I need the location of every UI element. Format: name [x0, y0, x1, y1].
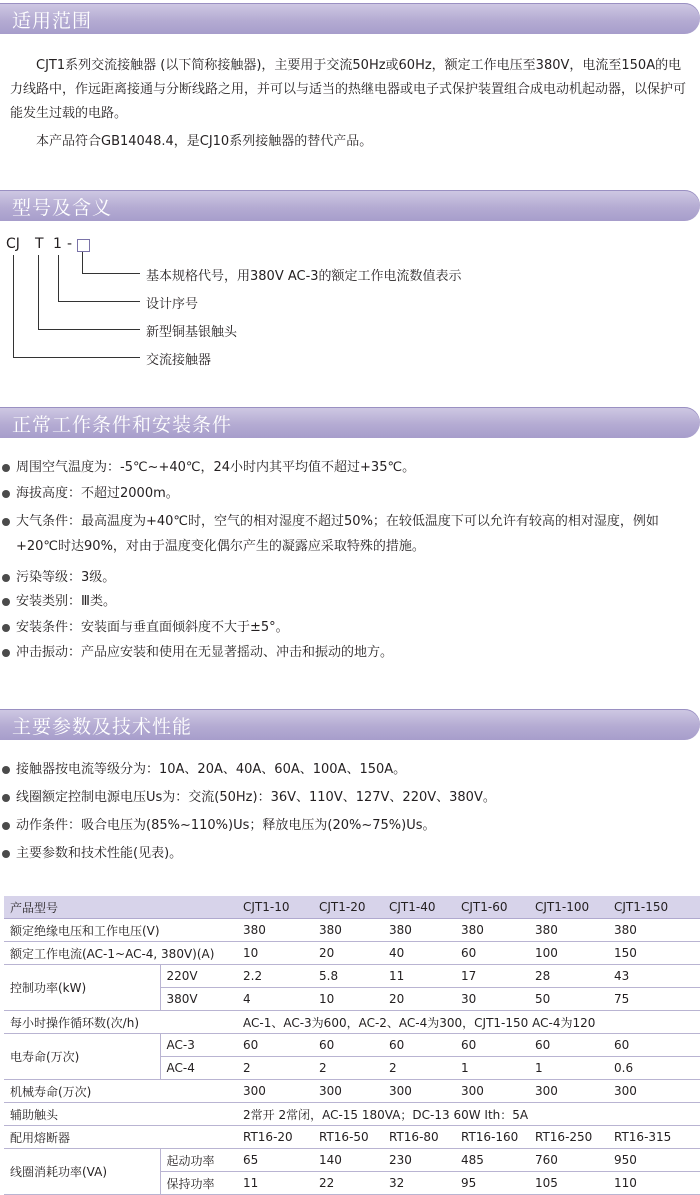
- table-row: [4, 942, 700, 965]
- item-text: 大气条件：最高温度为+40℃时，空气的相对湿度不超过50%；在较低温度下可以允许有较高的相对湿度，例如+20℃时达90%，对由于温度变化偶尔产生的凝露应采取特殊的措施。: [16, 514, 659, 554]
- section-header-scope: [0, 3, 700, 34]
- item-text: 海拔高度：不超过2000m。: [16, 486, 179, 501]
- table-cell: 60: [455, 942, 529, 965]
- section-title: 适用范围: [12, 10, 93, 32]
- table-cell: 300: [608, 1080, 700, 1103]
- tree-line: [38, 255, 39, 329]
- table-header-label: 产品型号: [4, 896, 237, 919]
- bullet-icon: [2, 624, 10, 632]
- table-cell: RT16-50: [313, 1126, 383, 1149]
- table-cell: 760: [529, 1149, 608, 1172]
- table-cell: 380: [529, 919, 608, 942]
- model-code-t: T: [35, 236, 44, 252]
- table-cell: 起动功率: [160, 1149, 237, 1172]
- table-cell: 60: [313, 1034, 383, 1057]
- condition-item: [0, 615, 694, 640]
- section-header-params: [0, 709, 700, 740]
- table-cell: 380: [608, 919, 700, 942]
- condition-item: [0, 455, 694, 480]
- table-row: [4, 919, 700, 942]
- item-text: 周围空气温度为：-5℃~+40℃，24小时内其平均值不超过+35℃。: [16, 460, 416, 475]
- table-cell: 300: [455, 1080, 529, 1103]
- table-cell: 控制功率(kW): [4, 965, 160, 1011]
- table-cell: RT16-160: [455, 1126, 529, 1149]
- table-cell: 60: [529, 1034, 608, 1057]
- table-cell: 60: [237, 1034, 313, 1057]
- condition-item: [0, 565, 694, 590]
- section-title: 正常工作条件和安装条件: [12, 414, 233, 436]
- table-cell: 380: [237, 919, 313, 942]
- table-cell: 485: [455, 1149, 529, 1172]
- spec-table: [4, 896, 700, 1195]
- model-code-placeholder-box: [77, 239, 90, 252]
- table-row: [4, 1034, 700, 1057]
- table-cell: 2: [313, 1057, 383, 1080]
- param-item: [0, 785, 694, 810]
- table-cell: 380: [383, 919, 455, 942]
- table-cell: 电寿命(万次): [4, 1034, 160, 1080]
- table-cell: 2.2: [237, 965, 313, 988]
- bullet-icon: [2, 518, 10, 526]
- table-cell: 0.6: [608, 1057, 700, 1080]
- table-cell: 11: [237, 1172, 313, 1195]
- table-cell: 30: [455, 988, 529, 1011]
- param-item: [0, 757, 694, 782]
- table-row: [4, 1011, 700, 1034]
- table-cell: 2常开 2常闭，AC-15 180VA；DC-13 60W Ith：5A: [237, 1103, 700, 1126]
- table-cell: 10: [237, 942, 313, 965]
- table-cell: 20: [313, 942, 383, 965]
- scope-paragraph-1: CJT1系列交流接触器 (以下简称接触器)，主要用于交流50Hz或60Hz，额定工作电压至380V，电流至150A的电力线路中，作远距离接通与分断线路之用，并可以与适当的热继电器或电子式保护装置组合成电动机起动器，以保护可能发生过载的电路。: [10, 58, 687, 121]
- bullet-icon: [2, 822, 10, 830]
- table-cell: 95: [455, 1172, 529, 1195]
- condition-item: [0, 640, 694, 665]
- table-cell: 300: [313, 1080, 383, 1103]
- table-cell: 50: [529, 988, 608, 1011]
- table-cell: 100: [529, 942, 608, 965]
- table-cell: CJT1-40: [383, 896, 455, 919]
- item-text: 安装类别：Ⅲ类。: [16, 594, 116, 609]
- table-cell: 220V: [160, 965, 237, 988]
- table-cell: 线圈消耗功率(VA): [4, 1149, 160, 1195]
- model-meaning-design: 设计序号: [146, 297, 199, 312]
- item-text: 主要参数和技术性能(见表)。: [16, 846, 183, 861]
- table-cell: CJT1-150: [608, 896, 700, 919]
- table-cell: 配用熔断器: [4, 1126, 237, 1149]
- item-text: 安装条件：安装面与垂直面倾斜度不大于±5°。: [16, 620, 289, 635]
- table-cell: 保持功率: [160, 1172, 237, 1195]
- bullet-icon: [2, 598, 10, 606]
- table-cell: 380: [313, 919, 383, 942]
- table-cell: 20: [383, 988, 455, 1011]
- table-cell: 5.8: [313, 965, 383, 988]
- model-code-1: 1: [53, 236, 62, 252]
- table-cell: 65: [237, 1149, 313, 1172]
- tree-line: [58, 301, 140, 302]
- table-cell: 230: [383, 1149, 455, 1172]
- table-cell: 1: [529, 1057, 608, 1080]
- table-cell: 40: [383, 942, 455, 965]
- table-row: [4, 1080, 700, 1103]
- bullet-icon: [2, 649, 10, 657]
- table-cell: 43: [608, 965, 700, 988]
- model-meaning-contactor: 交流接触器: [146, 353, 212, 368]
- param-item: [0, 841, 694, 866]
- bullet-icon: [2, 464, 10, 472]
- bullet-icon: [2, 794, 10, 802]
- tree-line: [38, 329, 140, 330]
- table-cell: 300: [529, 1080, 608, 1103]
- table-cell: 150: [608, 942, 700, 965]
- model-code-dash: -: [67, 236, 73, 252]
- table-cell: 300: [237, 1080, 313, 1103]
- table-cell: 4: [237, 988, 313, 1011]
- item-text: 污染等级：3级。: [16, 570, 116, 585]
- condition-item: [0, 589, 694, 614]
- table-row: [4, 1103, 700, 1126]
- table-cell: 380: [455, 919, 529, 942]
- table-cell: RT16-80: [383, 1126, 455, 1149]
- table-cell: RT16-20: [237, 1126, 313, 1149]
- table-cell: 11: [383, 965, 455, 988]
- tree-line: [82, 273, 140, 274]
- table-cell: 32: [383, 1172, 455, 1195]
- table-cell: 300: [383, 1080, 455, 1103]
- table-cell: 每小时操作循环数(次/h): [4, 1011, 237, 1034]
- tree-line: [13, 357, 140, 358]
- section-title: 型号及含义: [12, 197, 113, 219]
- table-cell: 额定工作电流(AC-1~AC-4, 380V)(A): [4, 942, 237, 965]
- section-header-conditions: [0, 407, 700, 438]
- table-cell: 额定绝缘电压和工作电压(V): [4, 919, 237, 942]
- condition-item: [0, 481, 694, 506]
- bullet-icon: [2, 850, 10, 858]
- item-text: 线圈额定控制电源电压Us为：交流(50Hz)：36V、110V、127V、220V、380V。: [16, 790, 496, 805]
- item-text: 接触器按电流等级分为：10A、20A、40A、60A、100A、150A。: [16, 762, 407, 777]
- table-cell: CJT1-10: [237, 896, 313, 919]
- table-cell: 950: [608, 1149, 700, 1172]
- bullet-icon: [2, 574, 10, 582]
- table-row: [4, 1149, 700, 1172]
- condition-item: [0, 509, 694, 559]
- table-row: [4, 1126, 700, 1149]
- table-cell: 10: [313, 988, 383, 1011]
- table-cell: AC-4: [160, 1057, 237, 1080]
- table-row: [4, 896, 700, 919]
- table-row: [4, 965, 700, 988]
- tree-line: [13, 255, 14, 357]
- table-cell: AC-1、AC-3为600，AC-2、AC-4为300，CJT1-150 AC-4为120: [237, 1011, 700, 1034]
- item-text: 冲击振动：产品应安装和使用在无显著摇动、冲击和振动的地方。: [16, 645, 394, 660]
- tree-line: [82, 252, 83, 273]
- item-text: 动作条件：吸合电压为(85%~110%)Us；释放电压为(20%~75%)Us。: [16, 818, 436, 833]
- model-meaning-spec: 基本规格代号，用380V AC-3的额定工作电流数值表示: [146, 269, 462, 284]
- table-cell: 17: [455, 965, 529, 988]
- table-cell: CJT1-60: [455, 896, 529, 919]
- table-cell: 1: [455, 1057, 529, 1080]
- param-item: [0, 813, 694, 838]
- model-code-cj: CJ: [6, 236, 20, 252]
- model-meaning-contact: 新型铜基银触头: [146, 325, 238, 340]
- table-cell: RT16-315: [608, 1126, 700, 1149]
- table-cell: CJT1-20: [313, 896, 383, 919]
- section-header-model: [0, 190, 700, 221]
- tree-line: [58, 255, 59, 301]
- table-cell: 75: [608, 988, 700, 1011]
- scope-paragraph-2: 本产品符合GB14048.4，是CJ10系列接触器的替代产品。: [36, 134, 373, 149]
- table-cell: 105: [529, 1172, 608, 1195]
- table-cell: 380V: [160, 988, 237, 1011]
- table-cell: 2: [237, 1057, 313, 1080]
- table-cell: 110: [608, 1172, 700, 1195]
- bullet-icon: [2, 490, 10, 498]
- table-cell: 140: [313, 1149, 383, 1172]
- table-cell: 60: [608, 1034, 700, 1057]
- table-cell: 机械寿命(万次): [4, 1080, 237, 1103]
- table-cell: CJT1-100: [529, 896, 608, 919]
- table-cell: 22: [313, 1172, 383, 1195]
- section-title: 主要参数及技术性能: [12, 716, 193, 738]
- table-cell: AC-3: [160, 1034, 237, 1057]
- table-cell: 60: [455, 1034, 529, 1057]
- table-cell: 60: [383, 1034, 455, 1057]
- table-cell: 辅助触头: [4, 1103, 237, 1126]
- table-cell: 2: [383, 1057, 455, 1080]
- bullet-icon: [2, 766, 10, 774]
- table-cell: RT16-250: [529, 1126, 608, 1149]
- table-cell: 28: [529, 965, 608, 988]
